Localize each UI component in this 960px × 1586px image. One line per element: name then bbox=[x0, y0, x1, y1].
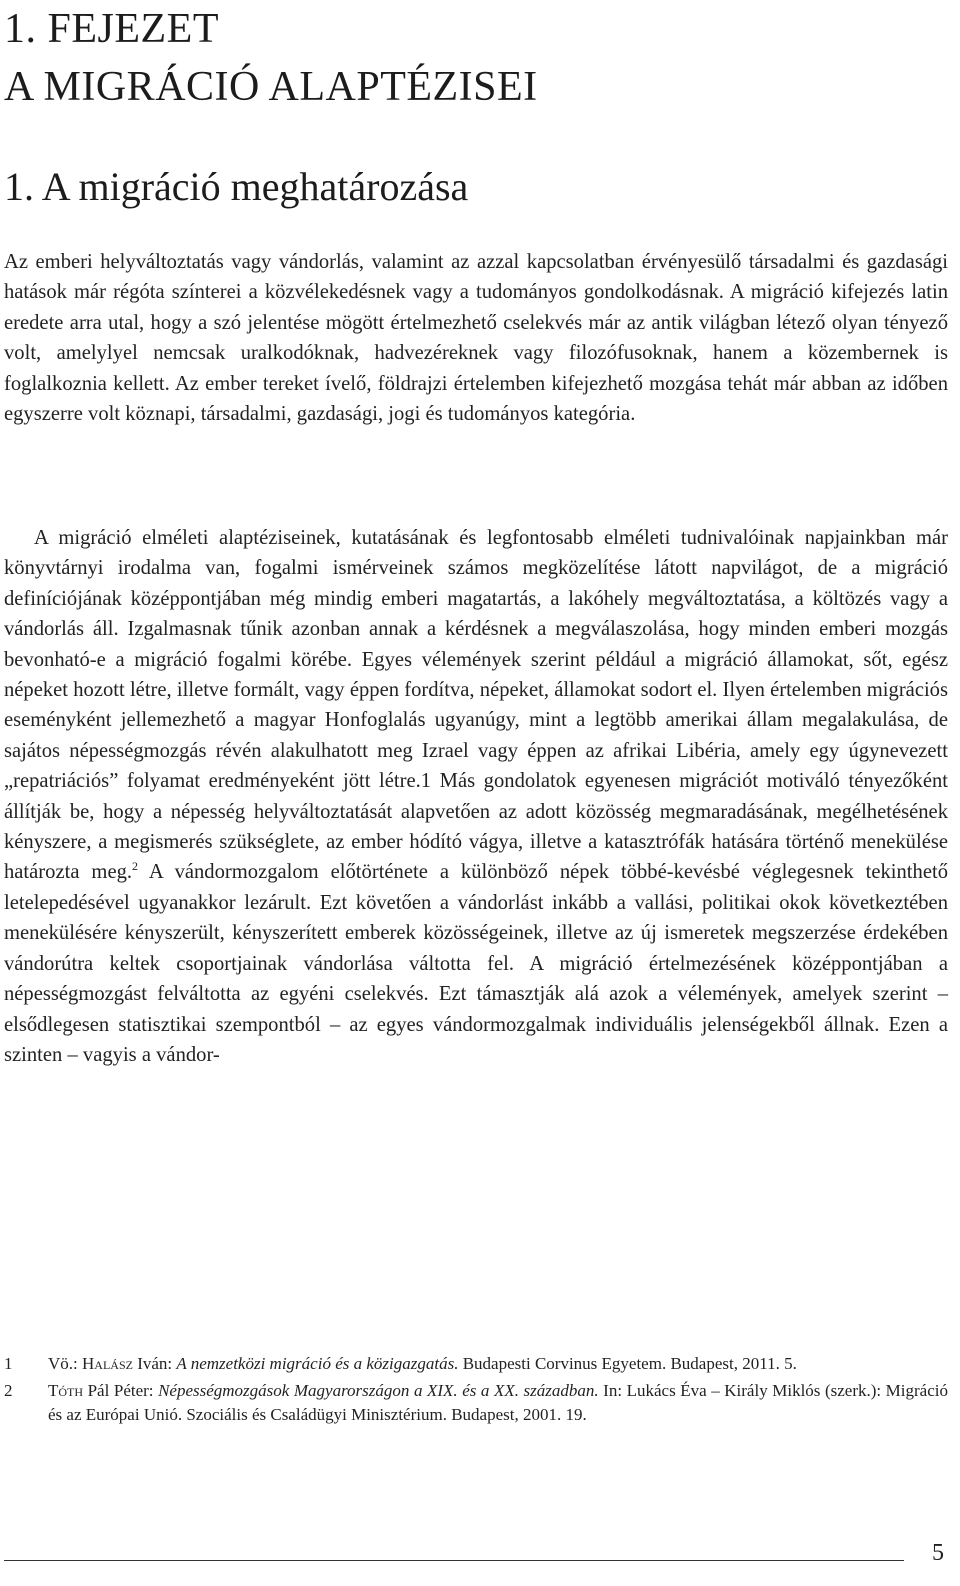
chapter-number: 1. FEJEZET bbox=[4, 6, 219, 52]
footnote-title: Népességmozgások Magyarországon a XIX. és a XX. században. bbox=[158, 1381, 599, 1400]
footnote-author-surname: Tóth bbox=[48, 1381, 84, 1400]
paragraph-2-part-a: A migráció elméleti alaptéziseinek, kutatásának és legfontosabb elméleti tudnivalóinak napjainkban már könyvtárnyi irodalma van, fogalmi ismérveinek számos megközelítése látott napvilágot, de a migráció definíciójának középpontjában még mindig emberi magatartás, a lakóhely megváltoztatása, a költözés vagy a vándorlás áll. Izgalmasnak tűnik azonban annak a kérdésnek a megválaszolása, hogy minden emberi mozgás bevonható-e a migráció fogalmi körébe. Egyes vélemények szerint például a migráció államokat, sőt, egész népeket hozott létre, illetve formált, vagy éppen fordítva, népeket, államokat sodort el. Ilyen értelemben migrációs eseményként jellemezhető a magyar Honfoglalás ugyanúgy, mint a legtöbb amerikai állam megalakulása, de sajátos népességmozgás révén alakulhatott meg Izrael vagy éppen az afrikai Libéria, amely egy úgynevezett „repatriációs” folyamat eredményeként jött létre.1 Más gondolatok egyenesen migrációt motiváló tényezőként állítják be, hogy a népesség helyváltoztatását alapvetően az adott közösség megmaradásának, megélhetésének kényszere, a megismerés szükséglete, az ember hódító vágya, illetve a katasztrófák hatására történő menekülése határozta meg. bbox=[4, 527, 948, 884]
paragraph-2 bbox=[4, 523, 948, 1070]
footnote-ref-2[interactable]: 2 bbox=[132, 859, 139, 874]
footnote-1 bbox=[4, 1352, 948, 1376]
footnotes bbox=[4, 1352, 948, 1430]
footnote-text bbox=[48, 1379, 948, 1427]
paragraph-1 bbox=[4, 247, 948, 429]
chapter-title: A MIGRÁCIÓ ALAPTÉZISEI bbox=[4, 64, 538, 110]
footnote-number: 2 bbox=[4, 1381, 13, 1400]
footnote-title: A nemzetközi migráció és a közigazgatás. bbox=[176, 1354, 459, 1373]
chapter-heading bbox=[4, 0, 538, 116]
footnote-text bbox=[48, 1352, 948, 1376]
footnote-prefix: Vö.: bbox=[48, 1354, 82, 1373]
footnote-author-rest: Pál Péter: bbox=[83, 1381, 159, 1400]
footnote-number: 1 bbox=[4, 1354, 13, 1373]
footnote-author-surname: Halász bbox=[82, 1354, 133, 1373]
footnote-rest: In: Lukács Éva – Király Miklós (szerk.): Migráció és az Európai Unió. Szociális és Családügyi Minisztérium. Budapest, 2001. 19. bbox=[48, 1381, 948, 1424]
page-number: 5 bbox=[932, 1540, 944, 1566]
paragraph-2-text bbox=[4, 523, 948, 1070]
paragraph-2-part-b: A vándormozgalom előtörténete a különböző népek többé-kevésbé véglegesnek tekinthető letelepedésével ugyanakkor lezárult. Ezt követően a vándorlást inkább a vallási, politikai okok következtében menekülésére kényszerült, kényszerített emberek közösségeinek, illetve az új ismeretek megszerzése érdekében vándorútra keltek csoportjainak vándorlása váltotta fel. A migráció értelmezésének középpontjában a népességmozgást felváltotta az egyéni cselekvés. Ezt támasztják alá azok a vélemények, amelyek szerint – elsődlegesen statisztikai szempontból – az egyes vándormozgalmak individuális jelenségekből állnak. Ezen a szinten – vagyis a vándor- bbox=[4, 861, 948, 1066]
section-title: 1. A migráció meghatározása bbox=[4, 164, 469, 209]
paragraph-1-text: Az emberi helyváltoztatás vagy vándorlás, valamint az azzal kapcsolatban érvényesülő társadalmi és gazdasági hatások már régóta színterei a közvélekedésnek vagy a tudományos gondolkodásnak. A migráció kifejezés latin eredete arra utal, hogy a szó jelentése mögött értelmezhető cselekvés már az antik világban létező olyan tényező volt, amelylyel nemcsak uralkodóknak, hadvezéreknek vagy filozófusoknak, hanem a közembernek is foglalkoznia kellett. Az ember tereket ívelő, földrajzi értelemben kifejezhető mozgása tehát már abban az időben egyszerre volt köznapi, társadalmi, gazdasági, jogi és tudományos kategória. bbox=[4, 251, 948, 426]
page-footer-rule bbox=[4, 1560, 904, 1561]
footnote-rest: Budapesti Corvinus Egyetem. Budapest, 2011. 5. bbox=[458, 1354, 797, 1373]
footnote-author-rest: Iván: bbox=[132, 1354, 177, 1373]
footnote-2 bbox=[4, 1379, 948, 1427]
